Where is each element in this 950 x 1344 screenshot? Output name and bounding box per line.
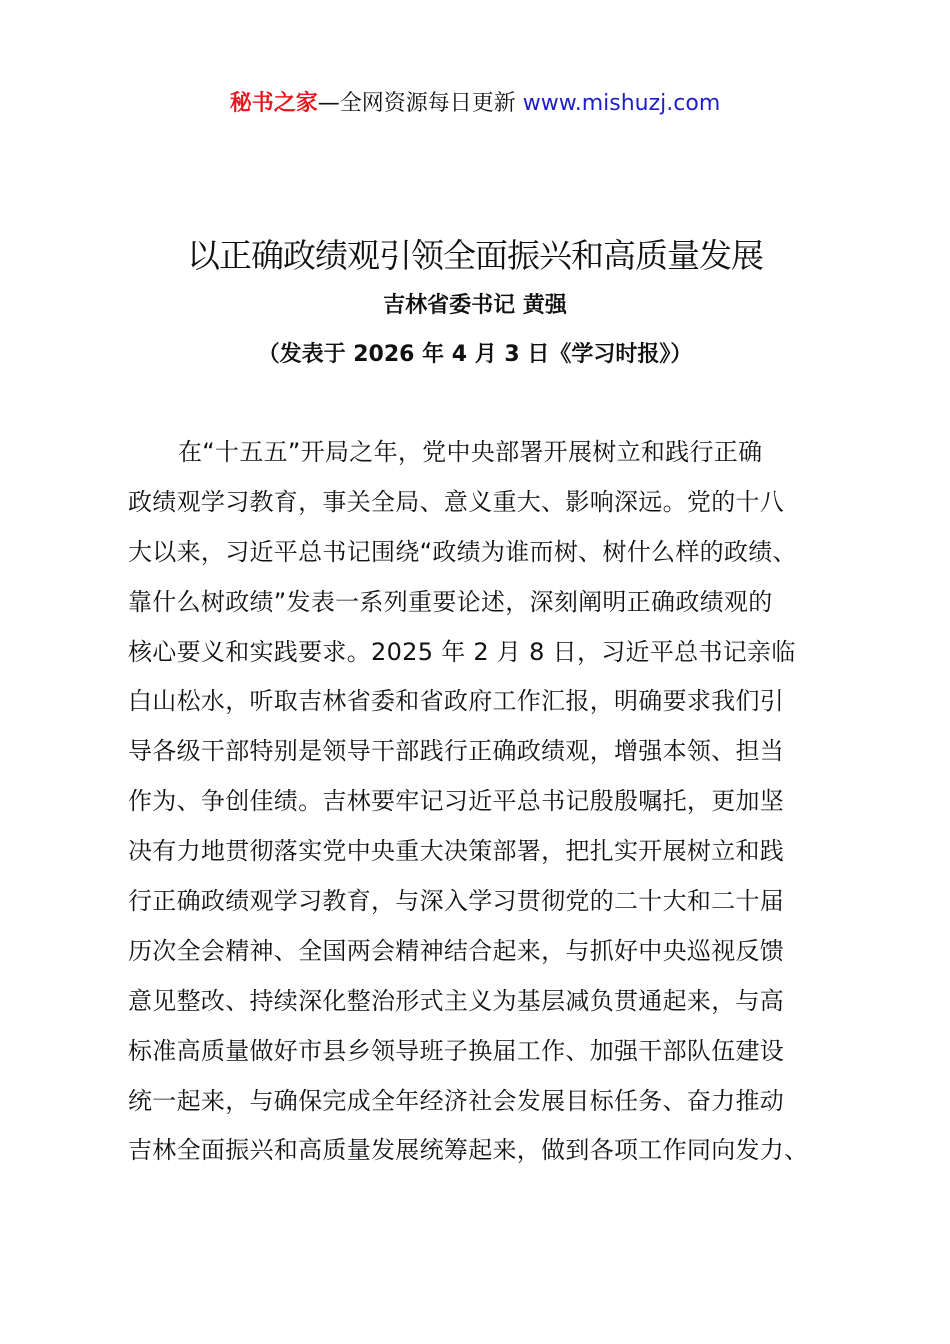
body-line: 统一起来，与确保完成全年经济社会发展目标任务、奋力推动 [128,1086,785,1115]
body-line: 政绩观学习教育，事关全局、意义重大、影响深远。党的十八 [128,487,785,516]
publication-info: （发表于 2026 年 4 月 3 日《学习时报》） [257,342,693,367]
article-title: 以正确政绩观引领全面振兴和高质量发展 [187,236,763,275]
body-line: 行正确政绩观学习教育，与深入学习贯彻党的二十大和二十届 [128,887,785,916]
body-line: 标准高质量做好市县乡领导班子换届工作、加强干部队伍建设 [128,1036,785,1065]
brand-name: 秘书之家 [229,91,318,116]
banner-slogan: —全网资源每日更新 [317,91,516,116]
body-line: 导各级干部特别是领导干部践行正确政绩观，增强本领、担当 [128,737,785,766]
body-line: 核心要义和实践要求。2025 年 2 月 8 日，习近平总书记亲临 [128,637,796,666]
body-line: 白山松水，听取吉林省委和省政府工作汇报，明确要求我们引 [128,687,785,716]
site-banner [0,88,950,120]
body-line: 吉林全面振兴和高质量发展统筹起来，做到各项工作同向发力、 [128,1136,809,1165]
body-line: 决有力地贯彻落实党中央重大决策部署，把扎实开展树立和践 [128,837,785,866]
body-line: 意见整改、持续深化整治形式主义为基层减负贯通起来，与高 [128,986,785,1015]
article-author: 吉林省委书记 黄强 [383,293,567,318]
site-url-link[interactable]: www.mishuzj.com [522,91,721,116]
body-line: 历次全会精神、全国两会精神结合起来，与抓好中央巡视反馈 [128,936,785,965]
body-line: 在“十五五”开局之年，党中央部署开展树立和践行正确 [178,438,763,466]
body-line: 靠什么树政绩”发表一系列重要论述，深刻阐明正确政绩观的 [128,587,773,616]
body-line: 作为、争创佳绩。吉林要牢记习近平总书记殷殷嘱托，更加坚 [128,787,785,816]
body-line: 大以来，习近平总书记围绕“政绩为谁而树、树什么样的政绩、 [128,537,797,566]
article-body [128,428,888,1176]
